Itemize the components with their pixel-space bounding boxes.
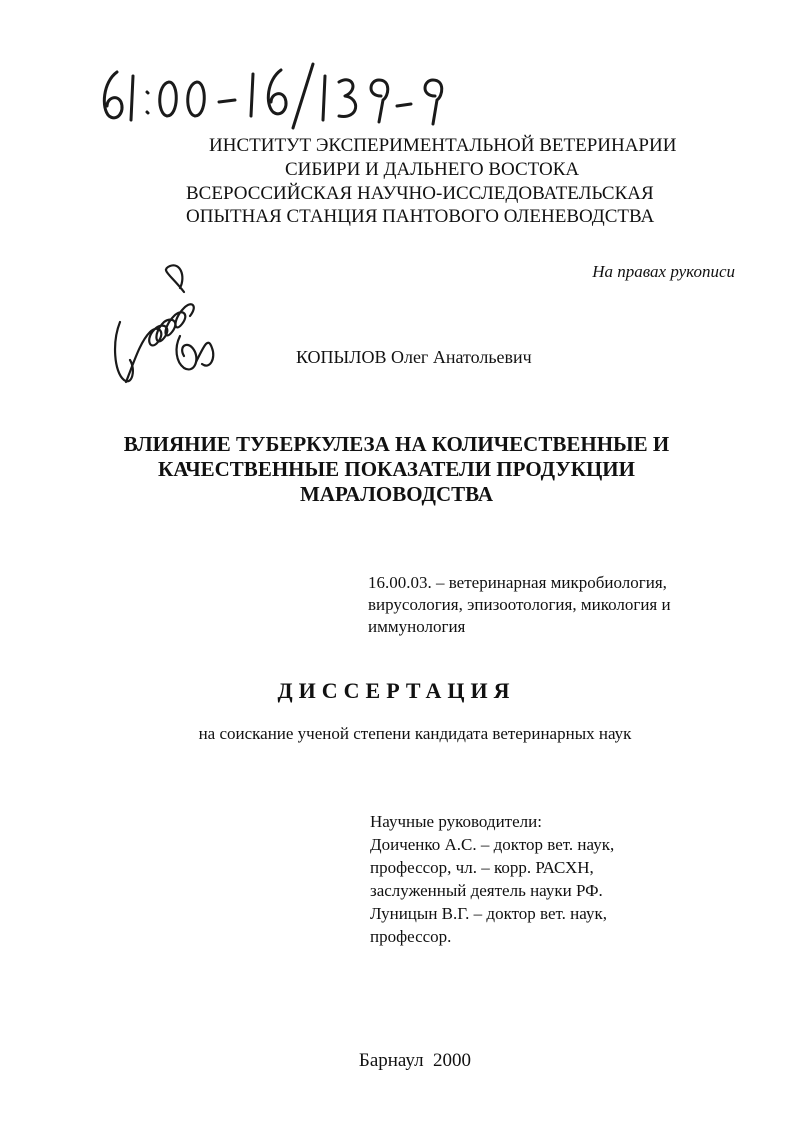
supervisors-line-6: профессор.	[370, 927, 452, 946]
supervisors-line-2: Доиченко А.С. – доктор вет. наук,	[370, 835, 615, 854]
institution-line-4: ОПЫТНАЯ СТАНЦИЯ ПАНТОВОГО ОЛЕНЕВОДСТВА	[186, 206, 655, 227]
title-line-3: МАРАЛОВОДСТВА	[299, 482, 494, 506]
title-line-2: КАЧЕСТВЕННЫЕ ПОКАЗАТЕЛИ ПРОДУКЦИИ	[158, 457, 635, 481]
handwritten-signature	[100, 262, 230, 402]
supervisors-line-3: профессор, чл. – корр. РАСХН,	[370, 858, 594, 877]
specialty-line-3: иммунология	[368, 617, 466, 636]
place-and-year: Барнаул 2000	[358, 1050, 472, 1071]
supervisors-line-4: заслуженный деятель науки РФ.	[370, 881, 603, 900]
specialty-block	[368, 572, 671, 638]
manuscript-rights-note: На правах рукописи	[592, 262, 735, 281]
dissertation-title	[60, 432, 733, 507]
supervisors-block	[370, 810, 614, 948]
institution-line-2: СИБИРИ И ДАЛЬНЕГО ВОСТОКА	[285, 159, 580, 180]
degree-line: на соискание ученой степени кандидата ветеринарных наук	[198, 724, 632, 743]
institution-line-1: ИНСТИТУТ ЭКСПЕРИМЕНТАЛЬНОЙ ВЕТЕРИНАРИИ	[209, 135, 677, 156]
document-type-heading: ДИССЕРТАЦИЯ	[277, 678, 516, 703]
supervisors-line-1: Научные руководители:	[370, 812, 542, 831]
supervisors-line-5: Луницын В.Г. – доктор вет. наук,	[370, 904, 607, 923]
specialty-line-1: 16.00.03. – ветеринарная микробиология,	[368, 573, 667, 592]
specialty-line-2: вирусология, эпизоотология, микология и	[368, 595, 671, 614]
institution-line-3: ВСЕРОССИЙСКАЯ НАУЧНО-ИССЛЕДОВАТЕЛЬСКАЯ	[186, 183, 654, 204]
title-line-1: ВЛИЯНИЕ ТУБЕРКУЛЕЗА НА КОЛИЧЕСТВЕННЫЕ И	[123, 432, 670, 456]
handwritten-archive-number	[95, 60, 455, 130]
author-name: КОПЫЛОВ Олег Анатольевич	[296, 347, 532, 367]
